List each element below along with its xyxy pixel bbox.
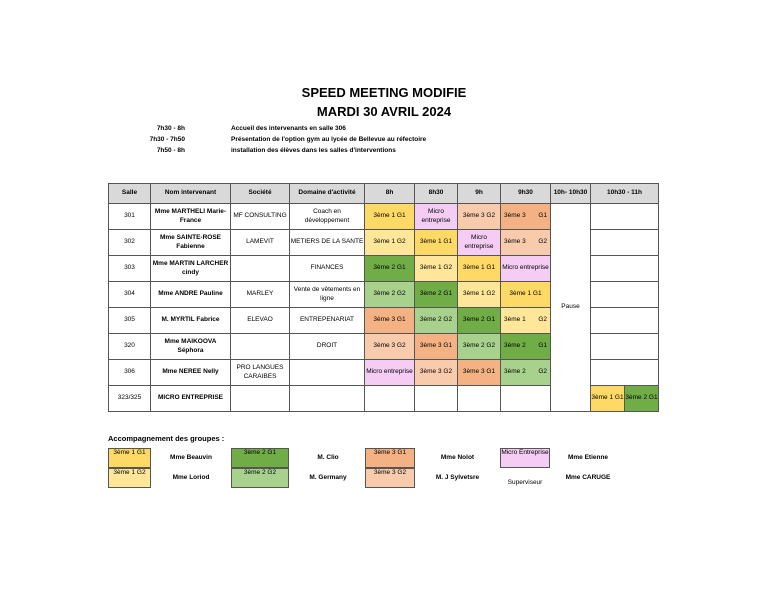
- slot-cell: [591, 282, 659, 308]
- intervenant-cell: Mme SAINTE-ROSE Fabienne: [151, 230, 231, 256]
- societe-cell: MF CONSULTING: [231, 204, 290, 230]
- slot-cell: 3ème 1 G2: [458, 282, 501, 308]
- intervenant-cell: Mme MARTHELI Marie-France: [151, 204, 231, 230]
- legend-box: 3ème 3 G1: [365, 448, 415, 468]
- slot-cell: [591, 334, 659, 360]
- salle-cell: 303: [109, 256, 151, 282]
- intervenant-cell: Mme ANDRE Pauline: [151, 282, 231, 308]
- slot-cell: 3ème 1 G1: [501, 282, 551, 308]
- slot-cell: [591, 204, 659, 230]
- societe-cell: [231, 386, 290, 412]
- legend-title: Accompagnement des groupes :: [108, 434, 225, 443]
- slot-cell: 3ème 1 G1: [415, 230, 458, 256]
- slot-cell: [591, 256, 659, 282]
- slot-class: 3ème 2: [504, 368, 526, 376]
- slot-cell: 3ème 1 G1: [591, 386, 625, 412]
- domaine-cell: FINANCES: [290, 256, 365, 282]
- slot-cell: [501, 386, 551, 412]
- page-title: SPEED MEETING MODIFIE: [301, 85, 467, 100]
- col-header: 9h: [458, 184, 501, 204]
- slot-cell: 3ème 3 G1: [365, 308, 415, 334]
- slot-cell: Micro entreprise: [458, 230, 501, 256]
- slot-group: G2: [538, 368, 547, 376]
- slot-group: G1: [538, 212, 547, 220]
- legend-name: Mme Loriod: [172, 474, 210, 481]
- legend-name: M. Clio: [317, 454, 339, 461]
- header-row: [109, 184, 659, 204]
- schedule-time: 7h30 - 8h: [156, 125, 185, 132]
- slot-cell: 3ème 2 G1: [625, 386, 659, 412]
- slot-cell: 3ème 2 G1: [365, 256, 415, 282]
- slot-cell: [501, 308, 551, 334]
- slot-cell: 3ème 3 G2: [365, 334, 415, 360]
- slot-cell: 3ème 1 G2: [415, 256, 458, 282]
- slot-cell: [501, 230, 551, 256]
- intervenant-cell: MICRO ENTREPRISE: [151, 386, 231, 412]
- col-header: 8h30: [415, 184, 458, 204]
- intervenant-cell: Mme MARTIN LARCHER cindy: [151, 256, 231, 282]
- slot-group: G1: [538, 342, 547, 350]
- table-row: [109, 204, 659, 230]
- salle-cell: 323/325: [109, 386, 151, 412]
- legend-box: Micro Entreprise: [500, 448, 550, 468]
- salle-cell: 304: [109, 282, 151, 308]
- salle-cell: 301: [109, 204, 151, 230]
- domaine-cell: Coach en développement: [290, 204, 365, 230]
- page-date: MARDI 30 AVRIL 2024: [316, 104, 452, 119]
- slot-cell: [501, 360, 551, 386]
- schedule-desc: Présentation de l'option gym au lycée de Bellevue au réfectoire: [231, 136, 427, 143]
- slot-cell: 3ème 2 G1: [458, 308, 501, 334]
- societe-cell: ELEVAO: [231, 308, 290, 334]
- domaine-cell: ENTREPENARIAT: [290, 308, 365, 334]
- slot-cell: [458, 386, 501, 412]
- schedule-desc: installation des élèves dans les salles d'interventions: [231, 147, 396, 154]
- col-header: Domaine d'activité: [290, 184, 365, 204]
- legend-name: Mme Etienne: [567, 454, 609, 461]
- pause-cell: Pause: [551, 204, 591, 412]
- legend-box: 3ème 3 G2: [365, 468, 415, 488]
- slot-cell: [415, 386, 458, 412]
- schedule-time: 7h30 - 7h50: [149, 136, 185, 143]
- slot-class: 3ème 1: [504, 316, 526, 324]
- schedule-time: 7h50 - 8h: [156, 147, 185, 154]
- slot-cell: [591, 360, 659, 386]
- slot-class: 3ème 2: [504, 342, 526, 350]
- domaine-cell: Vente de vêtements en ligne: [290, 282, 365, 308]
- salle-cell: 320: [109, 334, 151, 360]
- legend-name: Mme Nolot: [440, 454, 475, 461]
- slot-cell: 3ème 3 G2: [415, 360, 458, 386]
- schedule-desc: Accueil des intervenants en salle 306: [231, 125, 346, 132]
- col-header: Nom intervenant: [151, 184, 231, 204]
- col-header: Société: [231, 184, 290, 204]
- slot-cell: 3ème 1 G1: [365, 204, 415, 230]
- legend-name: Mme CARUGE: [565, 474, 611, 481]
- slot-cell: 3ème 1 G1: [458, 256, 501, 282]
- salle-cell: 302: [109, 230, 151, 256]
- slot-cell: Micro entreprise: [501, 256, 551, 282]
- slot-cell: Micro entreprise: [365, 360, 415, 386]
- col-header: 10h- 10h30: [551, 184, 591, 204]
- legend-box: 3ème 1 G2: [108, 468, 151, 488]
- societe-cell: MARLEY: [231, 282, 290, 308]
- slot-cell: [591, 308, 659, 334]
- societe-cell: PRO LANGUES CARAIBES: [231, 360, 290, 386]
- salle-cell: 305: [109, 308, 151, 334]
- slot-cell: [501, 334, 551, 360]
- slot-cell: 3ème 2 G1: [415, 282, 458, 308]
- slot-class: 3ème 3: [504, 238, 526, 246]
- schedule-table: [108, 183, 659, 412]
- col-header: 8h: [365, 184, 415, 204]
- slot-group: G2: [538, 238, 547, 246]
- slot-cell: [591, 230, 659, 256]
- slot-cell: 3ème 3 G2: [458, 204, 501, 230]
- col-header: Salle: [109, 184, 151, 204]
- slot-cell: 3ème 1 G2: [365, 230, 415, 256]
- societe-cell: [231, 334, 290, 360]
- legend-name: M. J Sylvetsre: [435, 474, 480, 481]
- legend-box: 3ème 2 G1: [231, 448, 289, 468]
- slot-cell: 3ème 2 G2: [415, 308, 458, 334]
- col-header: 10h30 - 11h: [591, 184, 659, 204]
- slot-cell: [501, 204, 551, 230]
- salle-cell: 306: [109, 360, 151, 386]
- slot-cell: 3ème 2 G2: [458, 334, 501, 360]
- slot-group: G2: [538, 316, 547, 324]
- domaine-cell: [290, 386, 365, 412]
- intervenant-cell: Mme NEREE Nelly: [151, 360, 231, 386]
- intervenant-cell: M. MYRTIL Fabrice: [151, 308, 231, 334]
- legend-name: Mme Beauvin: [170, 454, 212, 461]
- slot-cell: 3ème 3 G1: [415, 334, 458, 360]
- domaine-cell: [290, 360, 365, 386]
- intervenant-cell: Mme MAIKOOVA Séphora: [151, 334, 231, 360]
- societe-cell: LAMEVIT: [231, 230, 290, 256]
- domaine-cell: METIERS DE LA SANTE: [290, 230, 365, 256]
- legend-box: 3ème 1 G1: [108, 448, 151, 468]
- slot-class: 3ème 3: [504, 212, 526, 220]
- domaine-cell: DROIT: [290, 334, 365, 360]
- slot-cell: Micro entreprise: [415, 204, 458, 230]
- slot-cell: 3ème 2 G2: [365, 282, 415, 308]
- legend-name: M. Germany: [309, 474, 347, 481]
- slot-cell: [365, 386, 415, 412]
- legend-box: 3ème 2 G2: [231, 468, 289, 488]
- slot-cell: 3ème 3 G1: [458, 360, 501, 386]
- col-header: 9h30: [501, 184, 551, 204]
- societe-cell: [231, 256, 290, 282]
- legend-role: Superviseur: [507, 479, 543, 486]
